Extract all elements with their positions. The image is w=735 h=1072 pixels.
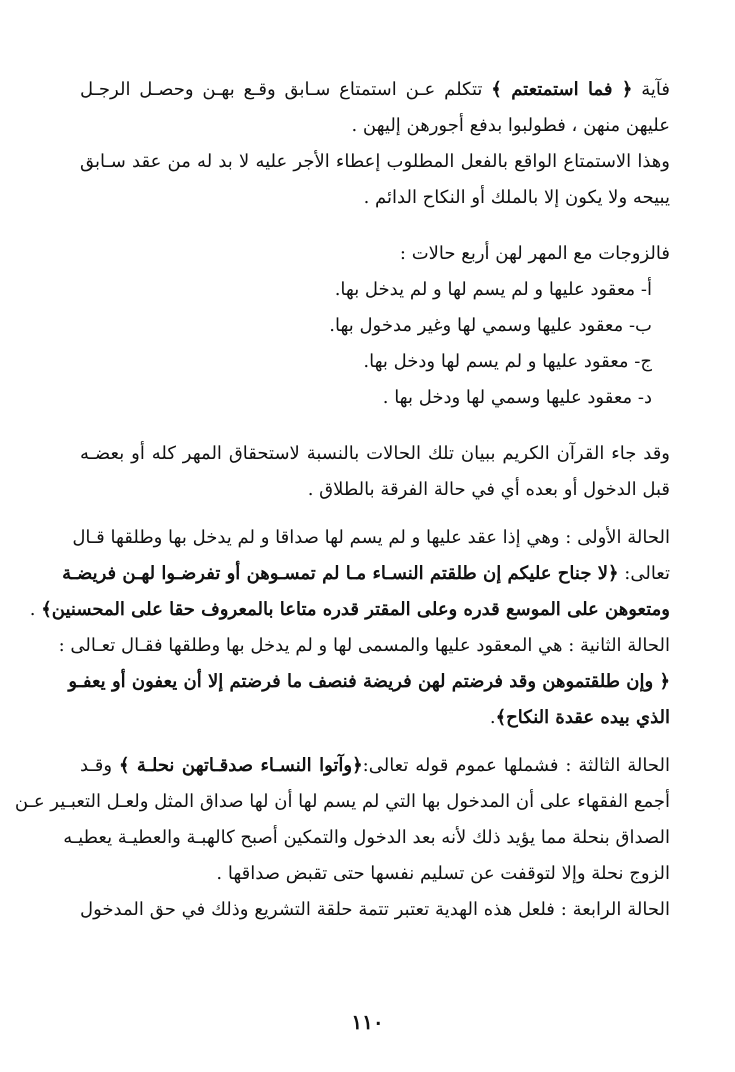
text-run: قبل الدخول أو بعده أي في حالة الفرقة بالطلاق . bbox=[307, 479, 670, 500]
quran-verse: الذي بيده عقدة النكاح﴾ bbox=[495, 707, 670, 728]
text-line bbox=[80, 748, 670, 784]
text-line bbox=[62, 556, 670, 592]
text-line bbox=[80, 700, 670, 736]
text-run: تعالى: bbox=[618, 563, 670, 584]
text-line bbox=[72, 520, 670, 556]
quran-verse: ﴿لا جناح عليكم إن طلقتم النسـاء مـا لم تمسـوهن أو تفرضـوا لهـن فريضـة bbox=[62, 563, 619, 584]
page-body bbox=[14, 72, 670, 928]
text-line bbox=[29, 592, 670, 628]
text-run: الحالة الرابعة : فلعل هذه الهدية تعتبر تتمة حلقة التشريع وذلك في حق المدخول bbox=[80, 899, 670, 920]
case-four bbox=[80, 892, 670, 928]
text-run: يبيحه ولا يكون إلا بالملك أو النكاح الدائم . bbox=[363, 187, 670, 208]
states-list bbox=[80, 272, 670, 416]
text-run: وقد جاء القرآن الكريم ببيان تلك الحالات بالنسبة لاستحقاق المهر كله أو بعضـه bbox=[80, 443, 670, 464]
paragraph-quran-states bbox=[80, 436, 670, 508]
text-run: الحالة الثانية : هي المعقود عليها والمسمى لها و لم يدخل بها وطلقها فقـال تعـالى : bbox=[58, 635, 670, 656]
states-intro: فالزوجات مع المهر لهن أربع حالات : bbox=[399, 243, 670, 264]
text-run: تتكلم عـن استمتاع سـابق وقـع بهـن وحصـل الرجـل bbox=[80, 79, 492, 100]
text-line bbox=[80, 892, 670, 928]
text-line bbox=[80, 472, 670, 508]
text-line bbox=[68, 664, 670, 700]
page-number: ١١٠ bbox=[351, 1010, 384, 1034]
text-line bbox=[80, 108, 670, 144]
text-run: . bbox=[29, 599, 42, 620]
text-line bbox=[80, 180, 670, 216]
case-two bbox=[58, 628, 670, 736]
paragraph-intro bbox=[80, 72, 670, 216]
text-line bbox=[80, 72, 670, 108]
text-run: أجمع الفقهاء على أن المدخول بها التي لم يسم لها أن لها صداق المثل ولعـل التعبـير عـن bbox=[14, 791, 670, 812]
quran-verse: ﴿ وإن طلقتموهن وقد فرضتم لهن فريضة فنصف ما فرضتم إلا أن يعفون أو يعفـو bbox=[68, 671, 670, 692]
state-item: أ- معقود عليها و لم يسم لها و لم يدخل بها. bbox=[334, 279, 652, 300]
quran-verse: ﴿وآتوا النسـاء صدقـاتهن نحلـة ﴾ bbox=[118, 755, 363, 776]
text-line bbox=[80, 144, 670, 180]
case-one bbox=[29, 520, 670, 628]
text-line bbox=[80, 436, 670, 472]
text-run: فآية bbox=[632, 79, 670, 100]
quran-verse: ﴿ فما استمتعتم ﴾ bbox=[491, 79, 633, 100]
case-three bbox=[14, 748, 670, 892]
text-line bbox=[63, 820, 670, 856]
text-run: . bbox=[489, 707, 496, 728]
text-line bbox=[58, 628, 670, 664]
text-run: وهذا الاستمتاع الواقع بالفعل المطلوب إعطاء الأجر عليه لا بد له من عقد سـابق bbox=[80, 151, 670, 172]
state-item: د- معقود عليها وسمي لها ودخل بها . bbox=[382, 387, 652, 408]
text-run: وقـد bbox=[80, 755, 119, 776]
text-line bbox=[14, 784, 670, 820]
text-run: الحالة الأولى : وهي إذا عقد عليها و لم يسم لها صداقا و لم يدخل بها وطلقها قـال bbox=[72, 527, 670, 548]
quran-verse: ومتعوهن على الموسع قدره وعلى المقتر قدره متاعا بالمعروف حقا على المحسنين﴾ bbox=[41, 599, 670, 620]
text-run: الصداق بنحلة مما يؤيد ذلك لأنه بعد الدخول والتمكين أصبح كالهبـة والعطيـة يعطيـه bbox=[63, 827, 670, 848]
state-item: ب- معقود عليها وسمي لها وغير مدخول بها. bbox=[329, 315, 652, 336]
text-run: الحالة الثالثة : فشملها عموم قوله تعالى: bbox=[362, 755, 670, 776]
state-item: ج- معقود عليها و لم يسم لها ودخل بها. bbox=[363, 351, 652, 372]
text-run: عليهن منهن ، فطولبوا بدفع أجورهن إليهن . bbox=[351, 115, 670, 136]
text-run: الزوج نحلة وإلا لتوقفت عن تسليم نفسها حتى تقبض صداقها . bbox=[216, 863, 670, 884]
text-line bbox=[80, 856, 670, 892]
